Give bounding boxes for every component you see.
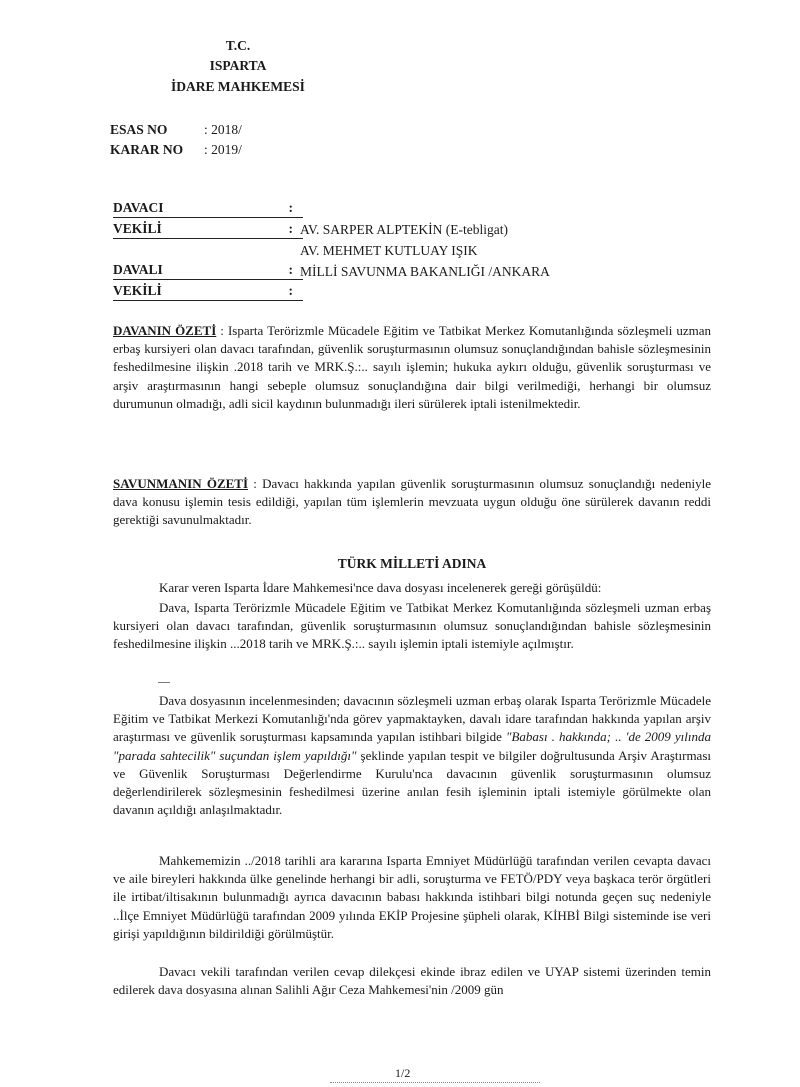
- davanin-ozeti-text: : Isparta Terörizmle Mücadele Eğitim ve Tatbikat Merkez Komutanlığında sözleşmeli uzman erbaş kursiyeri olan davacı tarafından, güvenlik soruşturmasının olumsuz sonuçlandığından bahisle sözleşmesinin feshedilmesine ilişkin .2018 tarih ve MRK.Ş.:.. sayılı işlemin; hukuka aykırı olduğu, güvenlik soruşturması ve arşiv araştırmasının hangi sebeple olumsuz sonuçlandığına dair bilgi verilmediği, herhangi bir olumsuz durumunun olmadığı, adli sicil kaydının bulunmadığı ileri sürülerek iptali istenilmektedir.: [113, 323, 711, 411]
- dash-mark: —: [158, 674, 170, 688]
- vekili-label: VEKİLİ: [113, 221, 162, 236]
- davali-row: [113, 262, 303, 280]
- vekil-1: AV. SARPER ALPTEKİN (E-tebligat): [300, 222, 509, 237]
- savunmanin-ozeti: [113, 475, 711, 530]
- body-paragraph-3b: şeklinde yapılan tespit ve bilgiler doğrultusunda Arşiv Araştırması ve Güvenlik Soruşturması Değerlendirme Kurulu'nca davacının güvenlik soruşturmasının olumsuz değerlendirilerek sözleşmesinin feshedilmesi üzerine anılan fesih işleminin iptali istemiyle görülmekte olan davanın açıldığı anlaşılmaktadır.: [113, 747, 711, 818]
- header-court: İDARE MAHKEMESİ: [171, 79, 305, 94]
- davali-value: MİLLİ SAVUNMA BAKANLIĞI /ANKARA: [300, 264, 550, 279]
- davaci-row: [113, 200, 303, 218]
- header-city: ISPARTA: [209, 58, 267, 73]
- esas-no-label: ESAS NO: [110, 122, 168, 137]
- vekili2-row: [113, 283, 303, 301]
- vekili-colon: :: [288, 221, 293, 236]
- vekili2-colon: :: [288, 283, 293, 298]
- body-paragraph-3-italic: "Babası . hakkında; .. 'de 2009 yılında "parada sahtecilik" suçundan işlem yapıldığı": [113, 729, 711, 763]
- davaci-label: DAVACI: [113, 200, 164, 215]
- page-number: 1/2: [395, 1066, 411, 1080]
- davali-colon: :: [288, 262, 293, 277]
- body-paragraph-4: Mahkememizin ../2018 tarihli ara kararına Isparta Emniyet Müdürlüğü tarafından verilen cevapta davacı ve aile bireyleri hakkında ülke genelinde herhangi bir adli, soruşturma ve FETÖ/PDY veya başkaca terör örgütleri ile irtibat/iltisakının bulunmadığı ayrıca davacının babası hakkında istihbari bilgi notunda geçen suç nedeniyle ..İlçe Emniyet Müdürlüğü tarafından 2009 yılında EKİP Projesine şüpheli olarak, KİHBİ Bilgi sisteminde ise veri girişi yapıldığının bildirildiği görülmüştür.: [113, 853, 711, 941]
- body-paragraph-2: Dava, Isparta Terörizmle Mücadele Eğitim ve Tatbikat Merkez Komutanlığında sözleşmeli uzman erbaş kursiyeri olan davacı tarafından, güvenlik soruşturmasının olumsuz sonuçlandığından bahisle sözleşmesinin feshedilmesine ilişkin ...2018 tarih ve MRK.Ş.:.. sayılı işlemin iptali istemiyle açılmıştır.: [113, 600, 711, 652]
- body-paragraph-3a: Dava dosyasının incelenmesinden; davacının sözleşmeli uzman erbaş olarak Isparta Terörizmle Mücadele Eğitim ve Tatbikat Merkezi Komutanlığı'nda görev yapmaktayken, davalı idare tarafından hakkında yapılan arşiv araştırması ve güvenlik soruşturması kapsamında yapılan istihbari bilgide: [113, 693, 711, 745]
- body-paragraph-3: [113, 692, 711, 819]
- davaci-colon: :: [288, 200, 293, 215]
- vekili-row: [113, 221, 303, 239]
- savunmanin-ozeti-label: SAVUNMANIN ÖZETİ: [113, 476, 249, 491]
- davanin-ozeti: [113, 322, 711, 413]
- davanin-ozeti-label: DAVANIN ÖZETİ: [113, 323, 217, 338]
- header-tc: T.C.: [225, 38, 251, 53]
- vekili2-label: VEKİLİ: [113, 283, 162, 298]
- esas-no-value: : 2018/: [204, 122, 242, 137]
- karar-no-label: KARAR NO: [110, 142, 184, 157]
- body-paragraph-5: Davacı vekili tarafından verilen cevap dilekçesi ekinde ibraz edilen ve UYAP sistemi üzerinden temin edilerek dava dosyasına alınan Salihli Ağır Ceza Mahkemesi'nin /2009 gün: [113, 964, 711, 998]
- decision-title: TÜRK MİLLETİ ADINA: [337, 556, 487, 571]
- karar-no-value: : 2019/: [204, 142, 242, 157]
- davali-label: DAVALI: [113, 262, 163, 277]
- footer-divider: [330, 1082, 540, 1085]
- body-paragraph-1: Karar veren Isparta İdare Mahkemesi'nce dava dosyası incelenerek gereği görüşüldü:: [159, 580, 602, 595]
- vekil-2: AV. MEHMET KUTLUAY IŞIK: [300, 243, 478, 258]
- savunmanin-ozeti-text: : Davacı hakkında yapılan güvenlik soruşturmasının olumsuz sonuçlandığı nedeniyle dava konusu işlemin tesis edildiği, yapılan tüm işlemlerin mevzuata uygun olduğu öne sürülerek davanın reddi gerektiği savunulmaktadır.: [113, 476, 711, 528]
